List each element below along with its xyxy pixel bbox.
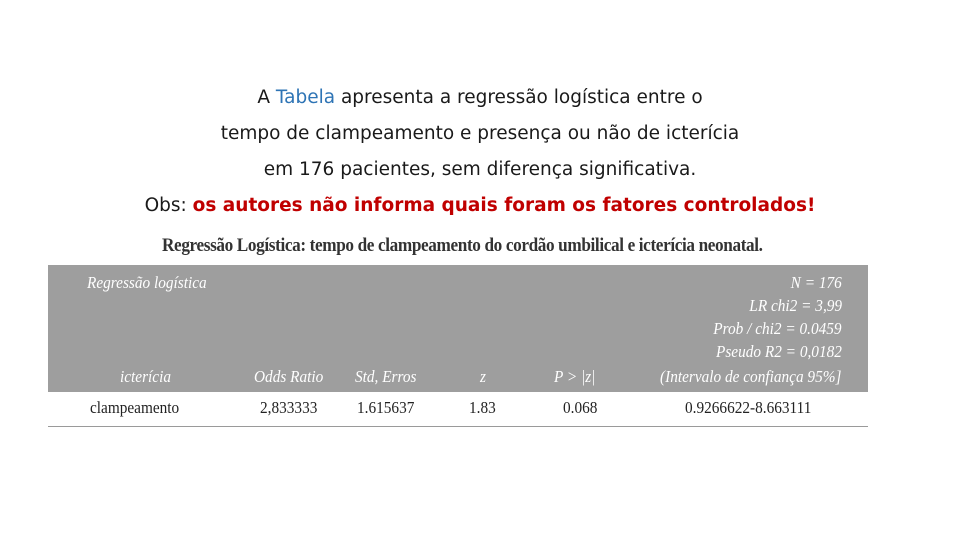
cell-z: 1.83 (469, 398, 496, 417)
intro-line-3: em 176 pacientes, sem diferença significativa. (263, 159, 697, 180)
table-header-band (48, 265, 868, 392)
cell-std-error: 1.615637 (357, 398, 415, 417)
header-std-erros: Std, Erros (355, 367, 417, 386)
intro-line-1-start: A (257, 87, 276, 108)
header-ictericia: icterícia (120, 367, 171, 386)
table-caption: Regressão Logística: tempo de clampeamento do cordão umbilical e icterícia neonatal. (162, 236, 763, 256)
header-intervalo: (Intervalo de confiança 95%] (660, 367, 842, 386)
table-title: Regressão logística (87, 273, 207, 292)
tabela-highlight: Tabela (275, 87, 336, 108)
stat-lr-chi2: LR chi2 = 3,99 (749, 296, 842, 315)
header-odds-ratio: Odds Ratio (254, 367, 324, 386)
obs-label: Obs: (144, 195, 193, 216)
header-p-value: P > |z| (554, 367, 596, 386)
obs-warning: os autores não informa quais foram os fatores controlados! (192, 195, 816, 216)
intro-text (0, 80, 960, 224)
intro-line-4 (0, 188, 960, 224)
stat-n: N = 176 (790, 273, 842, 292)
intro-line-1 (0, 80, 960, 116)
table-row (48, 392, 868, 427)
cell-p-value: 0.068 (563, 398, 598, 417)
cell-variable: clampeamento (90, 398, 180, 417)
stat-prob-chi2: Prob / chi2 = 0.0459 (713, 319, 842, 338)
header-z: z (480, 367, 486, 386)
stat-pseudo-r2: Pseudo R2 = 0,0182 (716, 342, 842, 361)
cell-interval: 0.9266622-8.663111 (685, 398, 812, 417)
intro-line-1-end: apresenta a regressão logística entre o (335, 87, 703, 108)
intro-line-2: tempo de clampeamento e presença ou não de icterícia (220, 123, 740, 144)
cell-odds-ratio: 2,833333 (260, 398, 318, 417)
